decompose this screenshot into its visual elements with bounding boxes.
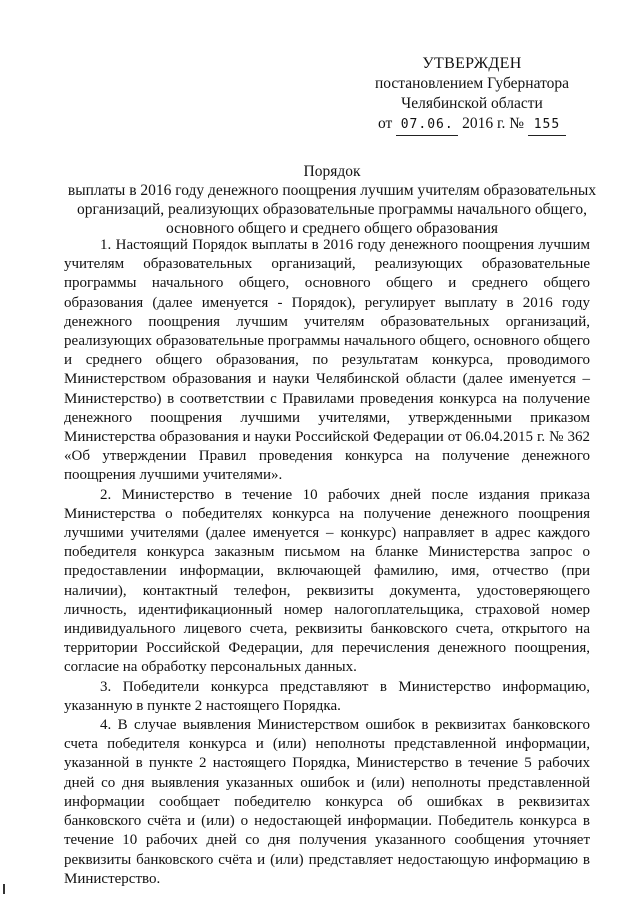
handwritten-date: 07.06. xyxy=(396,115,458,136)
approval-stamp xyxy=(352,54,592,136)
date-prefix: от xyxy=(378,115,393,132)
approval-heading: УТВЕРЖДЕН xyxy=(422,55,522,72)
document-body xyxy=(64,236,590,889)
paragraph-3: 3. Победители конкурса представляют в Министерство информацию, указанную в пункте 2 настоящего Порядка. xyxy=(64,678,590,714)
paragraph-4: 4. В случае выявления Министерством ошибок в реквизитах банковского счета победителя конкурса и (или) неполноты представленной информации, указанной в пункте 2 настоящего Порядка, Министерство в течение 5 рабочих дней со дня выявления указанных ошибок и (или) неполноты представленной информации сообщает победителю конкурса об ошибках в реквизитах банковского счёта и (или) о недостающей информации. Победитель конкурса в течение 10 рабочих дней со дня получения указанного сообщения уточняет реквизиты банковского счёта и (или) представляет недостающую информацию в Министерство. xyxy=(64,717,590,887)
paragraph-1: 1. Настоящий Порядок выплаты в 2016 году денежного поощрения лучшим учителям образовательных организаций, реализующих образовательные программы начального общего, основного общего и среднего общего образования (далее именуется - Порядок), регулирует выплату в 2016 году денежного поощрения лучшим учителям образовательных организаций, реализующих образовательные программы начального общего, основного общего и среднего общего образования, по результатам конкурса, проводимого Министерством образования и науки Челябинской области (далее именуется – Министерство) в соответствии с Правилами проведения конкурса на получение денежного поощрения лучшими учителями, утвержденными приказом Министерства образования и науки Российской Федерации от 06.04.2015 г. № 362 «Об утверждении Правил проведения конкурса на получение денежного поощрения лучшими учителями». xyxy=(64,237,590,484)
scan-edge-mark xyxy=(3,884,5,894)
title-heading: Порядок xyxy=(303,163,361,180)
title-subject: выплаты в 2016 году денежного поощрения лучшим учителям образовательных организаций, реализующих образовательные программы начального общего, основного общего и среднего общего образования xyxy=(67,182,597,237)
approval-region: Челябинской области xyxy=(401,95,543,112)
document-title xyxy=(64,162,600,238)
approval-authority: постановлением Губернатора xyxy=(374,75,570,92)
date-suffix: 2016 г. № xyxy=(462,115,525,132)
handwritten-number: 155 xyxy=(528,115,566,136)
paragraph-2: 2. Министерство в течение 10 рабочих дней после издания приказа Министерства о победителях конкурса на получение денежного поощрения лучшими учителями (далее именуется – конкурс) направляет в адрес каждого победителя конкурса заказным письмом на бланке Министерства запрос о предоставлении информации, включающей фамилию, имя, отчество (при наличии), контактный телефон, реквизиты документа, удостоверяющего личность, идентификационный номер налогоплательщика, страховой номер индивидуального лицевого счета, реквизиты банковского счета, открытого на территории Российской Федерации, для перечисления денежного поощрения, согласие на обработку персональных данных. xyxy=(64,486,590,676)
approval-date-line xyxy=(352,114,592,136)
